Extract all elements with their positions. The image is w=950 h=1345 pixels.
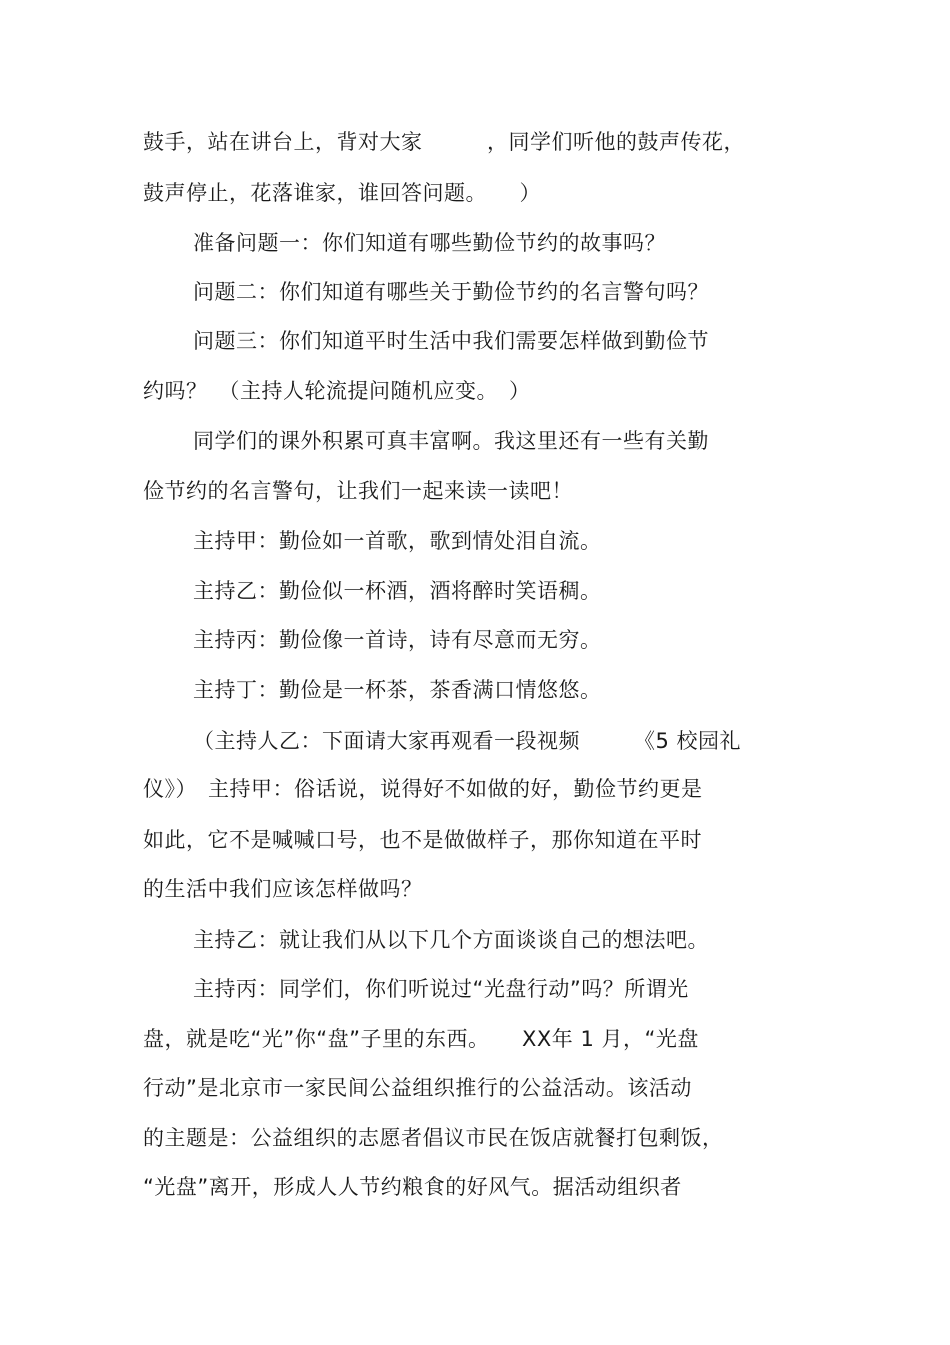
text-line: “光盘”离开，形成人人节约粮食的好风气。据活动组织者 bbox=[143, 1175, 682, 1199]
text-line: 主持乙：勤俭似一杯酒，酒将醉时笑语稠。 bbox=[193, 579, 602, 603]
text-line: 主持丙：勤俭像一首诗，诗有尽意而无穷。 bbox=[193, 628, 602, 652]
text-line: 问题二：你们知道有哪些关于勤俭节约的名言警句吗？ bbox=[193, 280, 709, 304]
text-line: 鼓手，站在讲台上，背对大家 ，同学们听他的鼓声传花， bbox=[143, 130, 745, 154]
text-line: 俭节约的名言警句，让我们一起来读一读吧！ bbox=[143, 479, 573, 503]
text-line: 的主题是：公益组织的志愿者倡议市民在饭店就餐打包剩饭， bbox=[143, 1126, 724, 1150]
text-line: 仪》） 主持甲：俗话说，说得好不如做的好，勤俭节约更是 bbox=[143, 777, 703, 801]
text-line: 主持乙：就让我们从以下几个方面谈谈自己的想法吧。 bbox=[193, 928, 709, 952]
text-line: 主持丁：勤俭是一杯茶，茶香满口情悠悠。 bbox=[193, 678, 602, 702]
text-line: 主持甲：勤俭如一首歌，歌到情处泪自流。 bbox=[193, 529, 602, 553]
text-line: 行动”是北京市一家民间公益组织推行的公益活动。该活动 bbox=[143, 1076, 692, 1100]
text-line: （主持人乙：下面请大家再观看一段视频 《5 校园礼 bbox=[193, 729, 742, 753]
text-line: 的生活中我们应该怎样做吗？ bbox=[143, 877, 423, 901]
text-line: 问题三：你们知道平时生活中我们需要怎样做到勤俭节 bbox=[193, 329, 709, 353]
text-line: 准备问题一：你们知道有哪些勤俭节约的故事吗？ bbox=[193, 231, 666, 255]
text-line: 主持丙：同学们，你们听说过“光盘行动”吗？所谓光 bbox=[193, 977, 689, 1001]
text-line: 同学们的课外积累可真丰富啊。我这里还有一些有关勤 bbox=[193, 429, 709, 453]
text-line: 约吗？ （主持人轮流提问随机应变。 ） bbox=[143, 379, 531, 403]
text-line: 如此，它不是喊喊口号，也不是做做样子，那你知道在平时 bbox=[143, 828, 702, 852]
text-line: 鼓声停止，花落谁家，谁回答问题。 ） bbox=[143, 181, 541, 205]
text-line: 盘，就是吃“光”你“盘”子里的东西。 XX年 1 月，“光盘 bbox=[143, 1027, 699, 1051]
